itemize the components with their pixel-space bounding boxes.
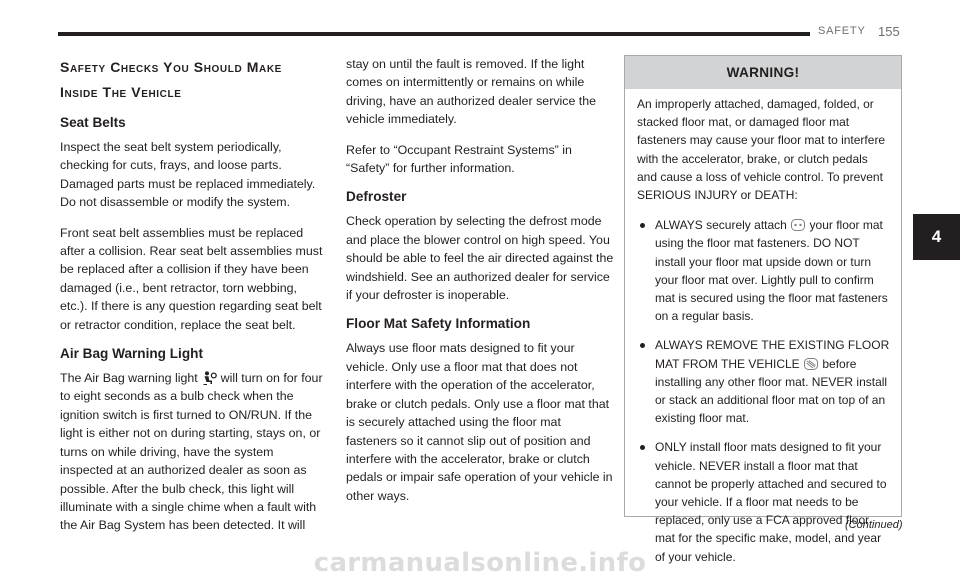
- header-rule: [58, 32, 810, 36]
- bullet-icon: [640, 343, 645, 348]
- airbag-reference: Refer to “Occupant Restraint Systems” in “Safety” for further information.: [346, 142, 572, 176]
- warning-body: [625, 89, 901, 566]
- warning-item-attach-start: ALWAYS securely attach: [655, 218, 787, 233]
- seat-belts-heading: Seat Belts: [60, 115, 126, 130]
- column-left: [60, 55, 326, 547]
- section-title: SAFETY: [818, 25, 866, 37]
- bullet-icon: [640, 445, 645, 450]
- airbag-paragraph-continued: stay on until the fault is removed. If the light comes on intermittently or remains on while driving, have an authorized dealer service the vehicle immediately.: [346, 57, 597, 127]
- warning-item-remove-end: before installing any other floor mat. NEVER install or stack an additional floor mat on top of an existing floor mat.: [655, 356, 888, 426]
- page-number: 155: [878, 24, 900, 39]
- floor-mat-heading: Floor Mat Safety Information: [346, 316, 531, 332]
- warning-item-remove-start: ALWAYS REMOVE THE EXISTING FLOOR MAT FROM THE VEHICLE: [655, 338, 890, 371]
- warning-list: [637, 216, 891, 566]
- bullet-icon: [640, 223, 645, 228]
- floor-mat-fastener-icon: [790, 218, 806, 232]
- airbag-heading: Air Bag Warning Light: [60, 346, 203, 362]
- page-heading-line1: Safety Checks You Should Make: [60, 59, 282, 75]
- continued-label: (Continued): [845, 519, 903, 531]
- page-heading-line2: Inside The Vehicle: [60, 84, 182, 100]
- defroster-heading: Defroster: [346, 189, 407, 205]
- floor-mat-paragraph: Always use floor mats designed to fit your vehicle. Only use a floor mat that does not interfere with the operation of the accelerator, brake or clutch pedals. Only use a floor mat that is securely attached using the floor mat fasteners so it cannot slip out of position and interfere with the accelerator, brake or clutch pedals or impair safe operation of your vehicle in other ways.: [346, 341, 613, 503]
- airbag-text-start: The Air Bag warning light: [60, 371, 198, 386]
- column-middle: [346, 55, 614, 517]
- airbag-text-end: will turn on for four to eight seconds as a bulb check when the ignition switch is first turned to ON/RUN. If the light is either not on during starting, stays on, or turns on while driving, have the system inspected at an authorized dealer as soon as possible. After the bulb check, this light will illuminate with a single chime when a fault with the Air Bag System has been detected. It will: [60, 371, 323, 533]
- seat-belts-paragraph-1: Inspect the seat belt system periodically, checking for cuts, frays, and loose parts. Damaged parts must be replaced immediately. Do not disassemble or modify the system.: [60, 140, 316, 210]
- warning-item-attach-end: your floor mat using the floor mat fasteners. DO NOT install your floor mat upside down or turn your floor mat over. Lightly pull to confirm mat is secured using the floor mat fasteners on a regular basis.: [655, 218, 888, 324]
- watermark: carmanualsonline.info: [313, 548, 647, 578]
- seat-belts-paragraph-2: Front seat belt assemblies must be replaced after a collision. Rear seat belt assemblies must be replaced after a collision if they have been damaged (i.e., bent retractor, torn webbing, etc.). If there is any question regarding seat belt or retractor condition, replace the seat belt.: [60, 225, 323, 332]
- warning-intro: An improperly attached, damaged, folded, or stacked floor mat, or damaged floor mat fasteners may cause your floor mat to interfere with the accelerator, brake, or clutch pedals and cause a loss of vehicle control. To prevent SERIOUS INJURY or DEATH:: [637, 97, 886, 203]
- warning-item-remove: [637, 336, 891, 427]
- page-heading: [60, 55, 326, 105]
- warning-title: WARNING!: [625, 56, 901, 89]
- warning-item-only-install-text: ONLY install floor mats designed to fit your vehicle. NEVER install a floor mat that cannot be properly attached and secured to your vehicle. If a floor mat needs to be replaced, only use a FCA approved floor mat for the specific make, model, and year of your vehicle.: [655, 440, 887, 564]
- floor-mat-icon: [803, 357, 819, 371]
- airbag-warning-icon: [201, 371, 217, 385]
- warning-item-only-install: [637, 438, 891, 565]
- warning-item-attach: [637, 216, 891, 325]
- chapter-tab[interactable]: 4: [913, 214, 960, 260]
- airbag-paragraph: [60, 369, 326, 535]
- defroster-paragraph: Check operation by selecting the defrost mode and place the blower control on high speed. You should be able to feel the air directed against the windshield. See an authorized dealer for service if your defroster is inoperable.: [346, 214, 614, 303]
